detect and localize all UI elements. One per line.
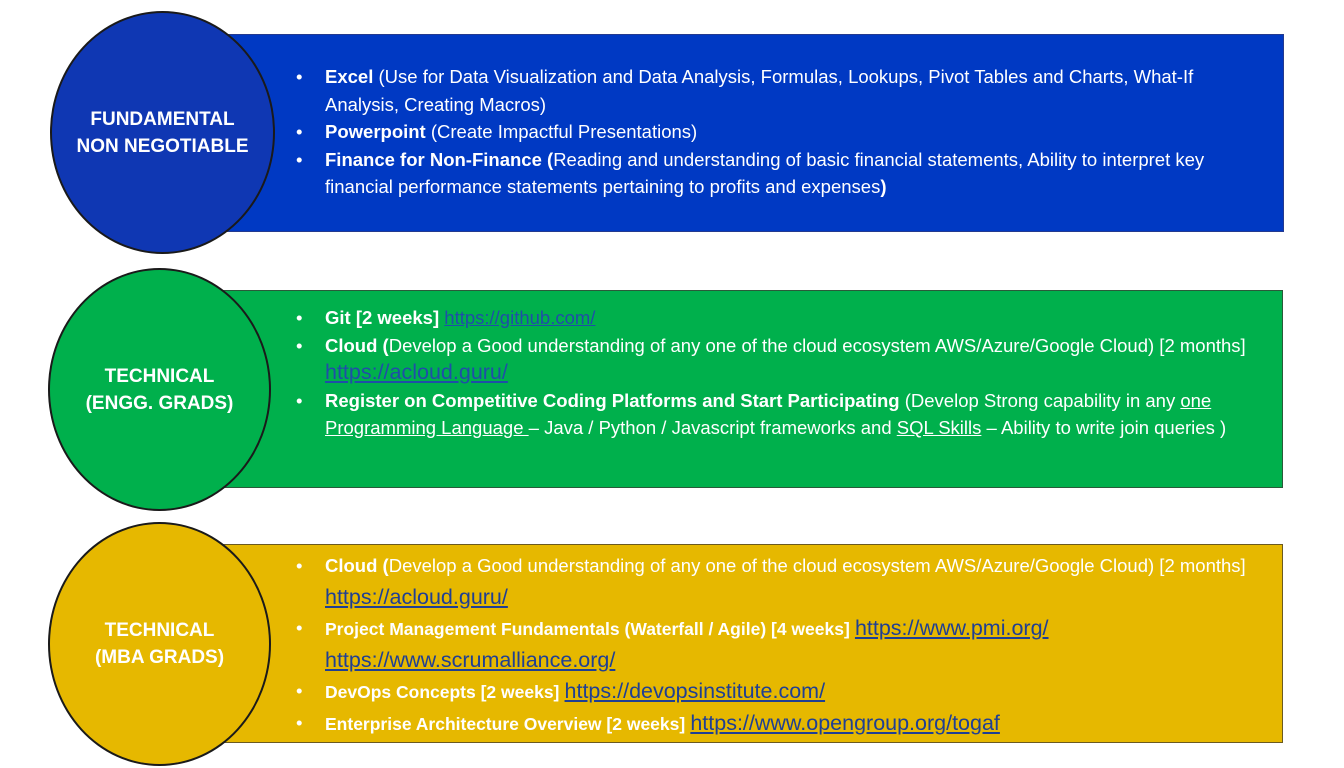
list-item	[291, 708, 1251, 740]
github-link[interactable]: https://github.com/	[444, 307, 596, 328]
fundamental-circle	[50, 11, 275, 254]
item-desc: Reading and understanding of basic financial statements, Ability to interpret key financial performance statements pertaining to profits and expenses	[325, 148, 1205, 197]
list-item	[291, 551, 1251, 613]
list-item	[291, 613, 1251, 676]
list-item	[291, 676, 1251, 708]
item-title: Powerpoint	[325, 121, 426, 142]
technical-engg-circle	[48, 268, 271, 511]
sql-skills-text: SQL Skills	[896, 417, 982, 438]
item-desc: (Create Impactful Presentations)	[425, 121, 698, 142]
item-title: Excel	[325, 66, 374, 87]
list-item	[291, 304, 1251, 332]
circle-label-line: FUNDAMENTAL	[90, 108, 235, 130]
devopsinstitute-link[interactable]: https://devopsinstitute.com/	[564, 679, 826, 703]
item-title: Cloud (	[325, 334, 389, 356]
pmi-link[interactable]: https://www.pmi.org/	[854, 616, 1049, 640]
item-desc: (Use for Data Visualization and Data Analysis, Formulas, Lookups, Pivot Tables and Charts, What-If Analysis, Creating Macros)	[325, 66, 1194, 115]
technical-engg-list	[291, 304, 1251, 442]
item-title: Git [2 weeks]	[325, 307, 440, 328]
item-desc: Develop a Good understanding of any one of the cloud ecosystem AWS/Azure/Google Cloud) [2 months]	[388, 555, 1246, 576]
programming-language-text: one Programming Language	[325, 389, 1212, 438]
item-title: Register on Competitive Coding Platforms and Start Participating	[325, 389, 900, 411]
item-title: Finance for Non-Finance (	[325, 148, 554, 170]
opengroup-togaf-link[interactable]: https://www.opengroup.org/togaf	[690, 710, 1000, 735]
item-desc: Develop a Good understanding of any one of the cloud ecosystem AWS/Azure/Google Cloud) [2 months]	[388, 334, 1246, 356]
item-title: Cloud (	[325, 555, 389, 576]
circle-label-line: TECHNICAL	[104, 365, 215, 387]
circle-label-line: (MBA GRADS)	[94, 647, 225, 668]
item-desc: (Develop Strong capability in any	[899, 389, 1181, 411]
technical-mba-circle	[48, 522, 271, 766]
item-title: Project Management Fundamentals (Waterfall / Agile) [4 weeks]	[325, 619, 850, 639]
list-item	[291, 332, 1251, 387]
item-tail: )	[880, 176, 887, 197]
acloud-guru-link[interactable]: https://acloud.guru/	[325, 584, 508, 609]
circle-label-line: TECHNICAL	[104, 620, 215, 641]
fundamental-list	[291, 63, 1266, 201]
list-item	[291, 146, 1266, 201]
technical-mba-list	[291, 551, 1251, 739]
list-item	[291, 387, 1251, 442]
item-title: Enterprise Architecture Overview [2 weeks]	[325, 713, 686, 734]
list-item	[291, 63, 1266, 118]
list-item	[291, 118, 1266, 146]
item-title: DevOps Concepts [2 weeks]	[325, 682, 560, 702]
circle-label-line: (ENGG. GRADS)	[85, 392, 234, 414]
acloud-guru-link[interactable]: https://acloud.guru/	[325, 360, 508, 384]
item-desc-mid: – Java / Python / Javascript frameworks and	[528, 417, 897, 438]
scrumalliance-link[interactable]: https://www.scrumalliance.org/	[325, 647, 616, 672]
circle-label-line: NON NEGOTIABLE	[76, 135, 249, 157]
item-desc-end: – Ability to write join queries )	[981, 417, 1227, 438]
